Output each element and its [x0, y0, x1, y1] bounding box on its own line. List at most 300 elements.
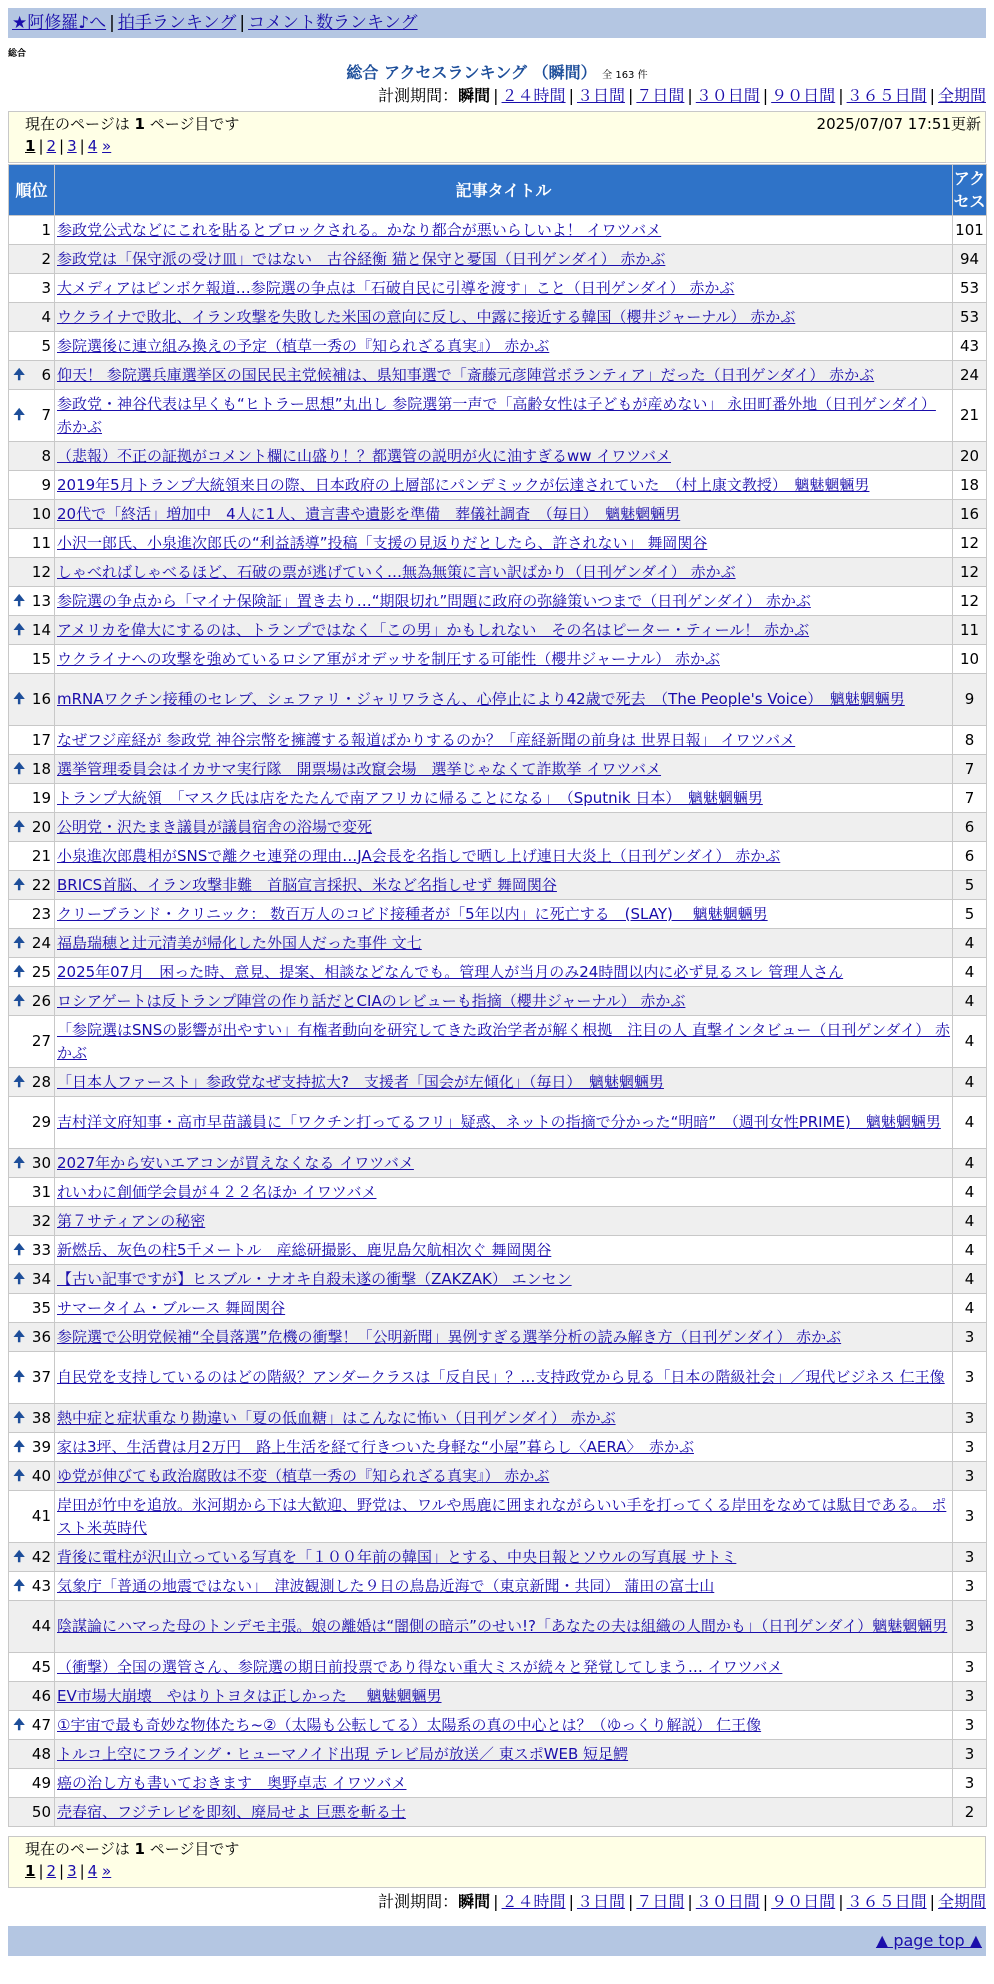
rank-number: 50 [31, 1802, 51, 1821]
table-row [9, 674, 987, 726]
title-cell [55, 1097, 953, 1149]
period-option-link[interactable]: ２４時間 [501, 1892, 566, 1911]
pager-current-page: 1 [134, 115, 145, 133]
rank-cell [9, 1068, 55, 1097]
page-links [25, 135, 969, 157]
access-count: 3 [953, 1491, 987, 1543]
page-link-1[interactable]: 1 [25, 137, 36, 155]
table-row [9, 471, 987, 500]
period-separator: | [493, 1892, 499, 1911]
table-row [9, 442, 987, 471]
article-title-link[interactable]: 気象庁「普通の地震ではない」 津波観測した９日の鳥島近海で（東京新聞・共同） 蒲田の富士山 [57, 1576, 715, 1595]
article-title-link[interactable]: ①宇宙で最も奇妙な物体たち~②（太陽も公転してる）太陽系の真の中心とは？（ゆっくり解説） 仁王像 [57, 1715, 762, 1734]
title-cell [55, 1265, 953, 1294]
rank-number: 35 [31, 1298, 51, 1317]
period-option-link[interactable]: ３６５日間 [846, 1892, 927, 1911]
period-current: 瞬間 [458, 86, 491, 105]
title-cell [55, 1572, 953, 1601]
rank-up-arrow-icon: 🠉 [13, 592, 25, 609]
rank-cell [9, 616, 55, 645]
rank-number: 20 [31, 817, 51, 836]
access-count: 7 [953, 755, 987, 784]
rank-number: 28 [31, 1072, 51, 1091]
title-cell [55, 1236, 953, 1265]
title-cell [55, 1404, 953, 1433]
rank-cell [9, 1236, 55, 1265]
rank-number: 44 [31, 1617, 51, 1635]
article-title-link[interactable]: （悲報）不正の証拠がコメント欄に山盛り！？都選管の説明が火に油すぎるww イワツバメ [57, 446, 672, 465]
rank-cell [9, 587, 55, 616]
table-header-row [9, 165, 987, 216]
table-row [9, 755, 987, 784]
access-count: 8 [953, 726, 987, 755]
rank-up-arrow-icon: 🠉 [13, 818, 25, 835]
rank-cell [9, 1016, 55, 1068]
page-link-4[interactable]: 4 [87, 137, 98, 155]
access-count: 21 [953, 390, 987, 442]
title-cell [55, 900, 953, 929]
article-title-link[interactable]: 福島瑞穂と辻元清美が帰化した外国人だった事件 文七 [57, 933, 422, 952]
rank-number: 11 [31, 533, 51, 552]
title-cell [55, 674, 953, 726]
article-title-link[interactable]: ウクライナで敗北、イラン攻撃を失敗した米国の意向に反し、中露に接近する韓国（櫻井ジャーナル） 赤かぶ [57, 307, 796, 326]
access-count: 12 [953, 558, 987, 587]
category-label: 総合 [8, 49, 27, 59]
article-title-link[interactable]: 選挙管理委員会はイカサマ実行隊 開票場は改竄会場 選挙じゃなくて詐欺挙 イワツバメ [57, 759, 662, 778]
title-cell [55, 1711, 953, 1740]
table-row [9, 1149, 987, 1178]
table-row [9, 1682, 987, 1711]
table-row [9, 871, 987, 900]
title-cell [55, 813, 953, 842]
rank-cell [9, 1265, 55, 1294]
period-separator: | [929, 1892, 935, 1911]
period-option-link[interactable]: ９０日間 [771, 1892, 836, 1911]
pager-prefix: 現在のページは [25, 1840, 135, 1858]
access-count: 12 [953, 529, 987, 558]
title-cell [55, 871, 953, 900]
nav-separator: | [239, 13, 246, 33]
rank-number: 12 [31, 562, 51, 581]
pager-current-page: 1 [134, 1840, 145, 1858]
rank-up-arrow-icon: 🠉 [13, 1467, 25, 1484]
total-count: 全 163 件 [602, 70, 648, 81]
rank-cell [9, 987, 55, 1016]
title-cell [55, 645, 953, 674]
period-separator: | [493, 86, 499, 105]
access-count: 3 [953, 1433, 987, 1462]
period-option-link[interactable]: 全期間 [937, 86, 986, 105]
rank-number: 3 [41, 278, 51, 297]
access-count: 9 [953, 674, 987, 726]
title-cell [55, 1294, 953, 1323]
rank-up-arrow-icon: 🠉 [13, 1270, 25, 1287]
rank-cell [9, 390, 55, 442]
article-title-link[interactable]: BRICS首脳、イラン攻撃非難 首脳宣言採択、米など名指しせず 舞岡関谷 [57, 875, 557, 894]
access-count: 4 [953, 929, 987, 958]
page-separator: | [79, 137, 85, 155]
access-count: 53 [953, 274, 987, 303]
table-row [9, 645, 987, 674]
rank-cell [9, 1294, 55, 1323]
title-cell [55, 558, 953, 587]
period-separator: | [627, 86, 634, 105]
table-row [9, 1236, 987, 1265]
rank-cell [9, 645, 55, 674]
article-title-link[interactable]: 参院選の争点から「マイナ保険証」置き去り…“期限切れ”問題に政府の弥縫策いつまで（日刊ゲンダイ） 赤かぶ [57, 591, 811, 610]
page-separator: | [38, 1862, 44, 1880]
rank-up-arrow-icon: 🠉 [13, 876, 25, 893]
table-row [9, 274, 987, 303]
table-row [9, 1404, 987, 1433]
rank-number: 19 [31, 788, 51, 807]
access-count: 3 [953, 1404, 987, 1433]
next-page-link[interactable]: » [102, 137, 112, 155]
title-cell [55, 361, 953, 390]
rank-number: 41 [31, 1507, 51, 1525]
rank-number: 31 [31, 1182, 51, 1201]
rank-cell [9, 1653, 55, 1682]
article-title-link[interactable]: 自民党を支持しているのはどの階級？アンダークラスは「反自民」？…支持政党から見る「日本の階級社会」／現代ビジネス 仁王像 [57, 1368, 945, 1386]
rank-up-arrow-icon: 🠉 [13, 963, 25, 980]
table-row [9, 245, 987, 274]
table-row [9, 900, 987, 929]
access-count: 20 [953, 442, 987, 471]
rank-up-arrow-icon: 🠉 [13, 1369, 25, 1385]
article-title-link[interactable]: 2025年07月 困った時、意見、提案、相談などなんでも。管理人が当月のみ24時間以内に必ず見るスレ 管理人さん [57, 962, 844, 981]
rank-cell [9, 929, 55, 958]
period-option-link[interactable]: ９０日間 [771, 86, 836, 105]
rank-cell [9, 842, 55, 871]
page-top-link[interactable]: ▲ page top ▲ [875, 1931, 982, 1950]
rank-cell [9, 471, 55, 500]
period-option-link[interactable]: ７日間 [636, 1892, 685, 1911]
access-count: 4 [953, 958, 987, 987]
page-title-text: 総合 アクセスランキング （瞬間） [346, 63, 597, 82]
access-count: 4 [953, 1178, 987, 1207]
rank-cell [9, 1462, 55, 1491]
title-cell [55, 958, 953, 987]
table-row [9, 1543, 987, 1572]
article-title-link[interactable]: 小泉進次郎農相がSNSで離クセ連発の理由…JA会長を名指しで晒し上げ連日大炎上（日刊ゲンダイ） 赤かぶ [57, 846, 781, 865]
period-separator: | [838, 1892, 844, 1911]
article-title-link[interactable]: 家は3坪、生活費は月2万円 路上生活を経て行きついた身軽な“小屋”暮らし〈AERA〉 赤かぶ [57, 1437, 694, 1456]
column-header-rank: 順位 [9, 165, 55, 216]
pager-suffix: ページ目です [144, 115, 240, 133]
period-separator: | [762, 86, 769, 105]
article-title-link[interactable]: 新燃岳、灰色の柱5千メートル 産総研撮影、鹿児島欠航相次ぐ 舞岡関谷 [57, 1240, 552, 1259]
comment-ranking-link[interactable]: コメント数ランキング [248, 13, 418, 33]
pager-top [8, 111, 986, 163]
period-separator: | [568, 1892, 574, 1911]
rank-cell [9, 558, 55, 587]
title-cell [55, 529, 953, 558]
rank-cell [9, 442, 55, 471]
period-label: 計測期間： [378, 86, 459, 105]
period-option-link[interactable]: ３０日間 [695, 1892, 760, 1911]
access-count: 10 [953, 645, 987, 674]
article-title-link[interactable]: 「日本人ファースト」参政党なぜ支持拡大? 支援者「国会が左傾化」（毎日） 魑魅魍魎男 [57, 1072, 664, 1091]
article-title-link[interactable]: れいわに創価学会員が４２２名ほか イワツバメ [57, 1182, 377, 1201]
rank-number: 7 [41, 406, 51, 424]
rank-number: 33 [31, 1240, 51, 1259]
table-row [9, 558, 987, 587]
rank-cell [9, 958, 55, 987]
title-cell [55, 1149, 953, 1178]
article-title-link[interactable]: 背後に電柱が沢山立っている写真を「１００年前の韓国」とする、中央日報とソウルの写真展 サトミ [57, 1547, 737, 1566]
rank-cell [9, 1601, 55, 1653]
rank-up-arrow-icon: 🠉 [13, 1073, 25, 1090]
rank-cell [9, 1323, 55, 1352]
rank-cell [9, 216, 55, 245]
access-count: 4 [953, 1207, 987, 1236]
article-title-link[interactable]: なぜフジ産経が 参政党 神谷宗幣を擁護する報道ばかりするのか？「産経新聞の前身は 世界日報」 イワツバメ [57, 730, 796, 749]
title-cell [55, 332, 953, 361]
period-option-link[interactable]: ３０日間 [695, 86, 760, 105]
rank-up-arrow-icon: 🠉 [13, 407, 25, 423]
rank-number: 2 [41, 249, 51, 268]
rank-number: 25 [31, 962, 51, 981]
rank-number: 29 [31, 1113, 51, 1131]
period-separator: | [929, 86, 935, 105]
rank-number: 30 [31, 1153, 51, 1172]
rank-cell [9, 1543, 55, 1572]
title-cell [55, 616, 953, 645]
title-cell [55, 1653, 953, 1682]
rank-number: 40 [31, 1466, 51, 1485]
period-option-link[interactable]: ２４時間 [501, 86, 566, 105]
article-title-link[interactable]: 岸田が竹中を追放。氷河期から下は大歓迎、野党は、ワルや馬鹿に囲まれながらいい手を打ってくる岸田をなめては駄目である。 ポスト米英時代 [57, 1495, 947, 1537]
article-title-link[interactable]: トランプ大統領 「マスク氏は店をたたんで南アフリカに帰ることになる」 （Sputnik 日本） 魑魅魍魎男 [57, 788, 763, 807]
access-count: 4 [953, 1016, 987, 1068]
article-title-link[interactable]: 小沢一郎氏、小泉進次郎氏の“利益誘導”投稿「支援の見返りだとしたら、許されない」 舞岡関谷 [57, 533, 708, 552]
period-option-link[interactable]: 全期間 [937, 1892, 986, 1911]
article-title-link[interactable]: 2027年から安いエアコンが買えなくなる イワツバメ [57, 1153, 414, 1172]
article-title-link[interactable]: ロシアゲートは反トランプ陣営の作り話だとCIAのレビューも指摘（櫻井ジャーナル） 赤かぶ [57, 991, 686, 1010]
access-count: 16 [953, 500, 987, 529]
article-title-link[interactable]: 癌の治し方も書いておきます 奥野卓志 イワツバメ [57, 1773, 407, 1792]
rank-number: 24 [31, 933, 51, 952]
access-count: 6 [953, 842, 987, 871]
rank-number: 16 [31, 690, 51, 708]
table-row [9, 361, 987, 390]
rank-cell [9, 1097, 55, 1149]
page-link-2[interactable]: 2 [46, 137, 57, 155]
period-option-link[interactable]: ３日間 [576, 86, 625, 105]
article-title-link[interactable]: 参院選後に連立組み換えの予定（植草一秀の『知られざる真実』） 赤かぶ [57, 336, 550, 355]
article-title-link[interactable]: しゃべればしゃべるほど、石破の票が逃げていく…無為無策に言い訳ばかり（日刊ゲンダイ） 赤かぶ [57, 562, 736, 581]
rank-number: 42 [31, 1547, 51, 1566]
title-cell [55, 1543, 953, 1572]
title-cell [55, 1323, 953, 1352]
access-count: 3 [953, 1653, 987, 1682]
title-cell [55, 842, 953, 871]
access-count: 4 [953, 1097, 987, 1149]
rank-cell [9, 1798, 55, 1827]
rank-number: 17 [31, 730, 51, 749]
rank-cell [9, 274, 55, 303]
page-link-4[interactable]: 4 [87, 1862, 98, 1880]
table-row [9, 500, 987, 529]
title-cell [55, 216, 953, 245]
article-title-link[interactable]: 第７サティアンの秘密 [57, 1211, 206, 1230]
rank-cell [9, 361, 55, 390]
article-title-link[interactable]: 参政党は「保守派の受け皿」ではない 古谷経衡 猫と保守と憂国（日刊ゲンダイ） 赤かぶ [57, 249, 666, 268]
title-cell [55, 929, 953, 958]
title-cell [55, 1601, 953, 1653]
rank-up-arrow-icon: 🠉 [13, 1577, 25, 1594]
rank-number: 27 [31, 1032, 51, 1050]
page-title [0, 62, 994, 87]
rank-up-arrow-icon: 🠉 [13, 760, 25, 777]
article-title-link[interactable]: アメリカを偉大にするのは、トランプではなく「この男」かもしれない その名はピーター・ティール！ 赤かぶ [57, 620, 810, 639]
rank-number: 13 [31, 591, 51, 610]
table-row [9, 216, 987, 245]
title-cell [55, 1068, 953, 1097]
access-count: 101 [953, 216, 987, 245]
rank-cell [9, 1149, 55, 1178]
rank-number: 21 [31, 846, 51, 865]
article-title-link[interactable]: 参政党公式などにこれを貼るとブロックされる。かなり都合が悪いらしいよ！ イワツバメ [57, 220, 662, 239]
rank-number: 4 [41, 307, 51, 326]
next-page-link[interactable]: » [102, 1862, 112, 1880]
access-count: 5 [953, 871, 987, 900]
period-option-link[interactable]: ７日間 [636, 86, 685, 105]
page-separator: | [38, 137, 44, 155]
rank-number: 22 [31, 875, 51, 894]
rank-cell [9, 1433, 55, 1462]
table-row [9, 929, 987, 958]
article-title-link[interactable]: 大メディアはピンボケ報道…参院選の争点は「石破自民に引導を渡す」こと（日刊ゲンダイ） 赤かぶ [57, 278, 735, 297]
rank-number: 43 [31, 1576, 51, 1595]
access-count: 4 [953, 1068, 987, 1097]
rank-up-arrow-icon: 🠉 [13, 1241, 25, 1258]
rank-number: 36 [31, 1327, 51, 1346]
access-count: 43 [953, 332, 987, 361]
article-title-link[interactable]: 参政党・神谷代表は早くも“ヒトラー思想”丸出し 参院選第一声で「高齢女性は子どもが産めない」 永田町番外地（日刊ゲンダイ） 赤かぶ [57, 394, 936, 436]
title-cell [55, 1491, 953, 1543]
rank-up-arrow-icon: 🠉 [13, 934, 25, 951]
title-cell [55, 1352, 953, 1404]
access-count: 4 [953, 1149, 987, 1178]
article-title-link[interactable]: 20代で「終活」増加中 4人に1人、遺言書や遺影を準備 葬儀社調査 （毎日） 魑魅魍魎男 [57, 504, 681, 523]
article-title-link[interactable]: mRNAワクチン接種のセレブ、シェファリ・ジャリワラさん、心停止により42歳で死去 （The People's Voice） 魑魅魍魎男 [57, 690, 905, 708]
rank-up-arrow-icon: 🠉 [13, 691, 25, 707]
rank-cell [9, 1711, 55, 1740]
rank-up-arrow-icon: 🠉 [13, 1716, 25, 1733]
article-title-link[interactable]: サマータイム・ブルース 舞岡関谷 [57, 1298, 286, 1317]
access-count: 3 [953, 1352, 987, 1404]
page-link-3[interactable]: 3 [67, 137, 77, 155]
table-row [9, 1798, 987, 1827]
article-title-link[interactable]: トルコ上空にフライング・ヒューマノイド出現 テレビ局が放送／ 東スポWEB 短足鰐 [57, 1744, 629, 1763]
table-row [9, 784, 987, 813]
access-count: 3 [953, 1601, 987, 1653]
rank-cell [9, 1682, 55, 1711]
access-count: 11 [953, 616, 987, 645]
article-title-link[interactable]: ゆ党が伸びても政治腐敗は不変（植草一秀の『知られざる真実』） 赤かぶ [57, 1466, 550, 1485]
clap-ranking-link[interactable]: 拍手ランキング [117, 13, 237, 33]
rank-cell [9, 1178, 55, 1207]
access-count: 5 [953, 900, 987, 929]
access-count: 18 [953, 471, 987, 500]
article-title-link[interactable]: 「参院選はSNSの影響が出やすい」有権者動向を研究してきた政治学者が解く根拠 注目の人 直撃インタビュー（日刊ゲンダイ） 赤かぶ [57, 1020, 951, 1062]
rank-number: 39 [31, 1437, 51, 1456]
title-cell [55, 1178, 953, 1207]
period-separator: | [687, 86, 693, 105]
asyura-home-link[interactable]: ★阿修羅♪へ [12, 13, 107, 33]
table-row [9, 303, 987, 332]
title-cell [55, 1462, 953, 1491]
article-title-link[interactable]: 陰謀論にハマった母のトンデモ主張。娘の離婚は“闇側の暗示”のせい!?「あなたの夫は組織の人間かも」（日刊ゲンダイ）魑魅魍魎男 [57, 1617, 948, 1635]
rank-number: 38 [31, 1408, 51, 1427]
article-title-link[interactable]: 仰天！ 参院選兵庫選挙区の国民民主党候補は、県知事選で「斎藤元彦陣営ボランティア」だった（日刊ゲンダイ） 赤かぶ [57, 365, 875, 384]
table-row [9, 1068, 987, 1097]
article-title-link[interactable]: EV市場大崩壊 やはりトヨタは正しかった 魑魅魍魎男 [57, 1686, 442, 1705]
period-option-link[interactable]: ３６５日間 [846, 86, 927, 105]
access-count: 3 [953, 1572, 987, 1601]
article-title-link[interactable]: 2019年5月トランプ大統領来日の際、日本政府の上層部にパンデミックが伝達されていた （村上康文教授） 魑魅魍魎男 [57, 475, 870, 494]
access-count: 4 [953, 1236, 987, 1265]
article-title-link[interactable]: 吉村洋文府知事・高市早苗議員に「ワクチン打ってるフリ」疑惑、ネットの指摘で分かった“明暗” （週刊女性PRIME) 魑魅魍魎男 [57, 1113, 941, 1131]
table-row [9, 616, 987, 645]
title-cell [55, 726, 953, 755]
page-link-2[interactable]: 2 [46, 1862, 57, 1880]
rank-number: 23 [31, 904, 51, 923]
ranking-table-body [9, 216, 987, 1827]
period-option-link[interactable]: ３日間 [576, 1892, 625, 1911]
title-cell [55, 274, 953, 303]
title-cell [55, 784, 953, 813]
period-separator: | [627, 1892, 634, 1911]
article-title-link[interactable]: ウクライナへの攻撃を強めているロシア軍がオデッサを制圧する可能性（櫻井ジャーナル） 赤かぶ [57, 649, 720, 668]
rank-number: 46 [31, 1686, 51, 1705]
article-title-link[interactable]: 売春宿、フジテレビを即刻、廃局せよ 巨悪を斬る士 [57, 1802, 406, 1821]
rank-up-arrow-icon: 🠉 [13, 1154, 25, 1171]
article-title-link[interactable]: （衝撃）全国の選管さん、参院選の期日前投票であり得ない重大ミスが続々と発覚してしまう… イワツバメ [57, 1657, 783, 1676]
rank-cell [9, 1352, 55, 1404]
article-title-link[interactable]: 熱中症と症状重なり勘違い「夏の低血糖」はこんなに怖い（日刊ゲンダイ） 赤かぶ [57, 1408, 616, 1427]
article-title-link[interactable]: 参院選で公明党候補“全員落選”危機の衝撃！「公明新聞」異例すぎる選挙分析の読み解き方（日刊ゲンダイ） 赤かぶ [57, 1327, 842, 1346]
access-count: 3 [953, 1543, 987, 1572]
rank-up-arrow-icon: 🠉 [13, 621, 25, 638]
table-row [9, 1265, 987, 1294]
rank-number: 5 [41, 336, 51, 355]
article-title-link[interactable]: 【古い記事ですが】ヒスブル・ナオキ自殺未遂の衝撃（ZAKZAK） エンセン [57, 1269, 572, 1288]
rank-cell [9, 1769, 55, 1798]
page-separator: | [79, 1862, 85, 1880]
article-title-link[interactable]: クリーブランド・クリニック： 数百万人のコビド接種者が「5年以内」に死亡する (SLAY) 魑魅魍魎男 [57, 904, 768, 923]
rank-number: 18 [31, 759, 51, 778]
period-separator: | [762, 1892, 769, 1911]
page-link-3[interactable]: 3 [67, 1862, 77, 1880]
access-count: 3 [953, 1462, 987, 1491]
access-count: 6 [953, 813, 987, 842]
access-count: 4 [953, 1294, 987, 1323]
access-count: 3 [953, 1682, 987, 1711]
article-title-link[interactable]: 公明党・沢たまき議員が議員宿舎の浴場で変死 [57, 817, 373, 836]
title-cell [55, 442, 953, 471]
rank-cell [9, 1572, 55, 1601]
title-cell [55, 390, 953, 442]
table-row [9, 1740, 987, 1769]
rank-up-arrow-icon: 🠉 [13, 1409, 25, 1426]
table-row [9, 1769, 987, 1798]
page-link-1[interactable]: 1 [25, 1862, 36, 1880]
top-navigation-bar [8, 8, 986, 38]
period-selector-bottom [378, 1891, 986, 1913]
rank-number: 49 [31, 1773, 51, 1792]
